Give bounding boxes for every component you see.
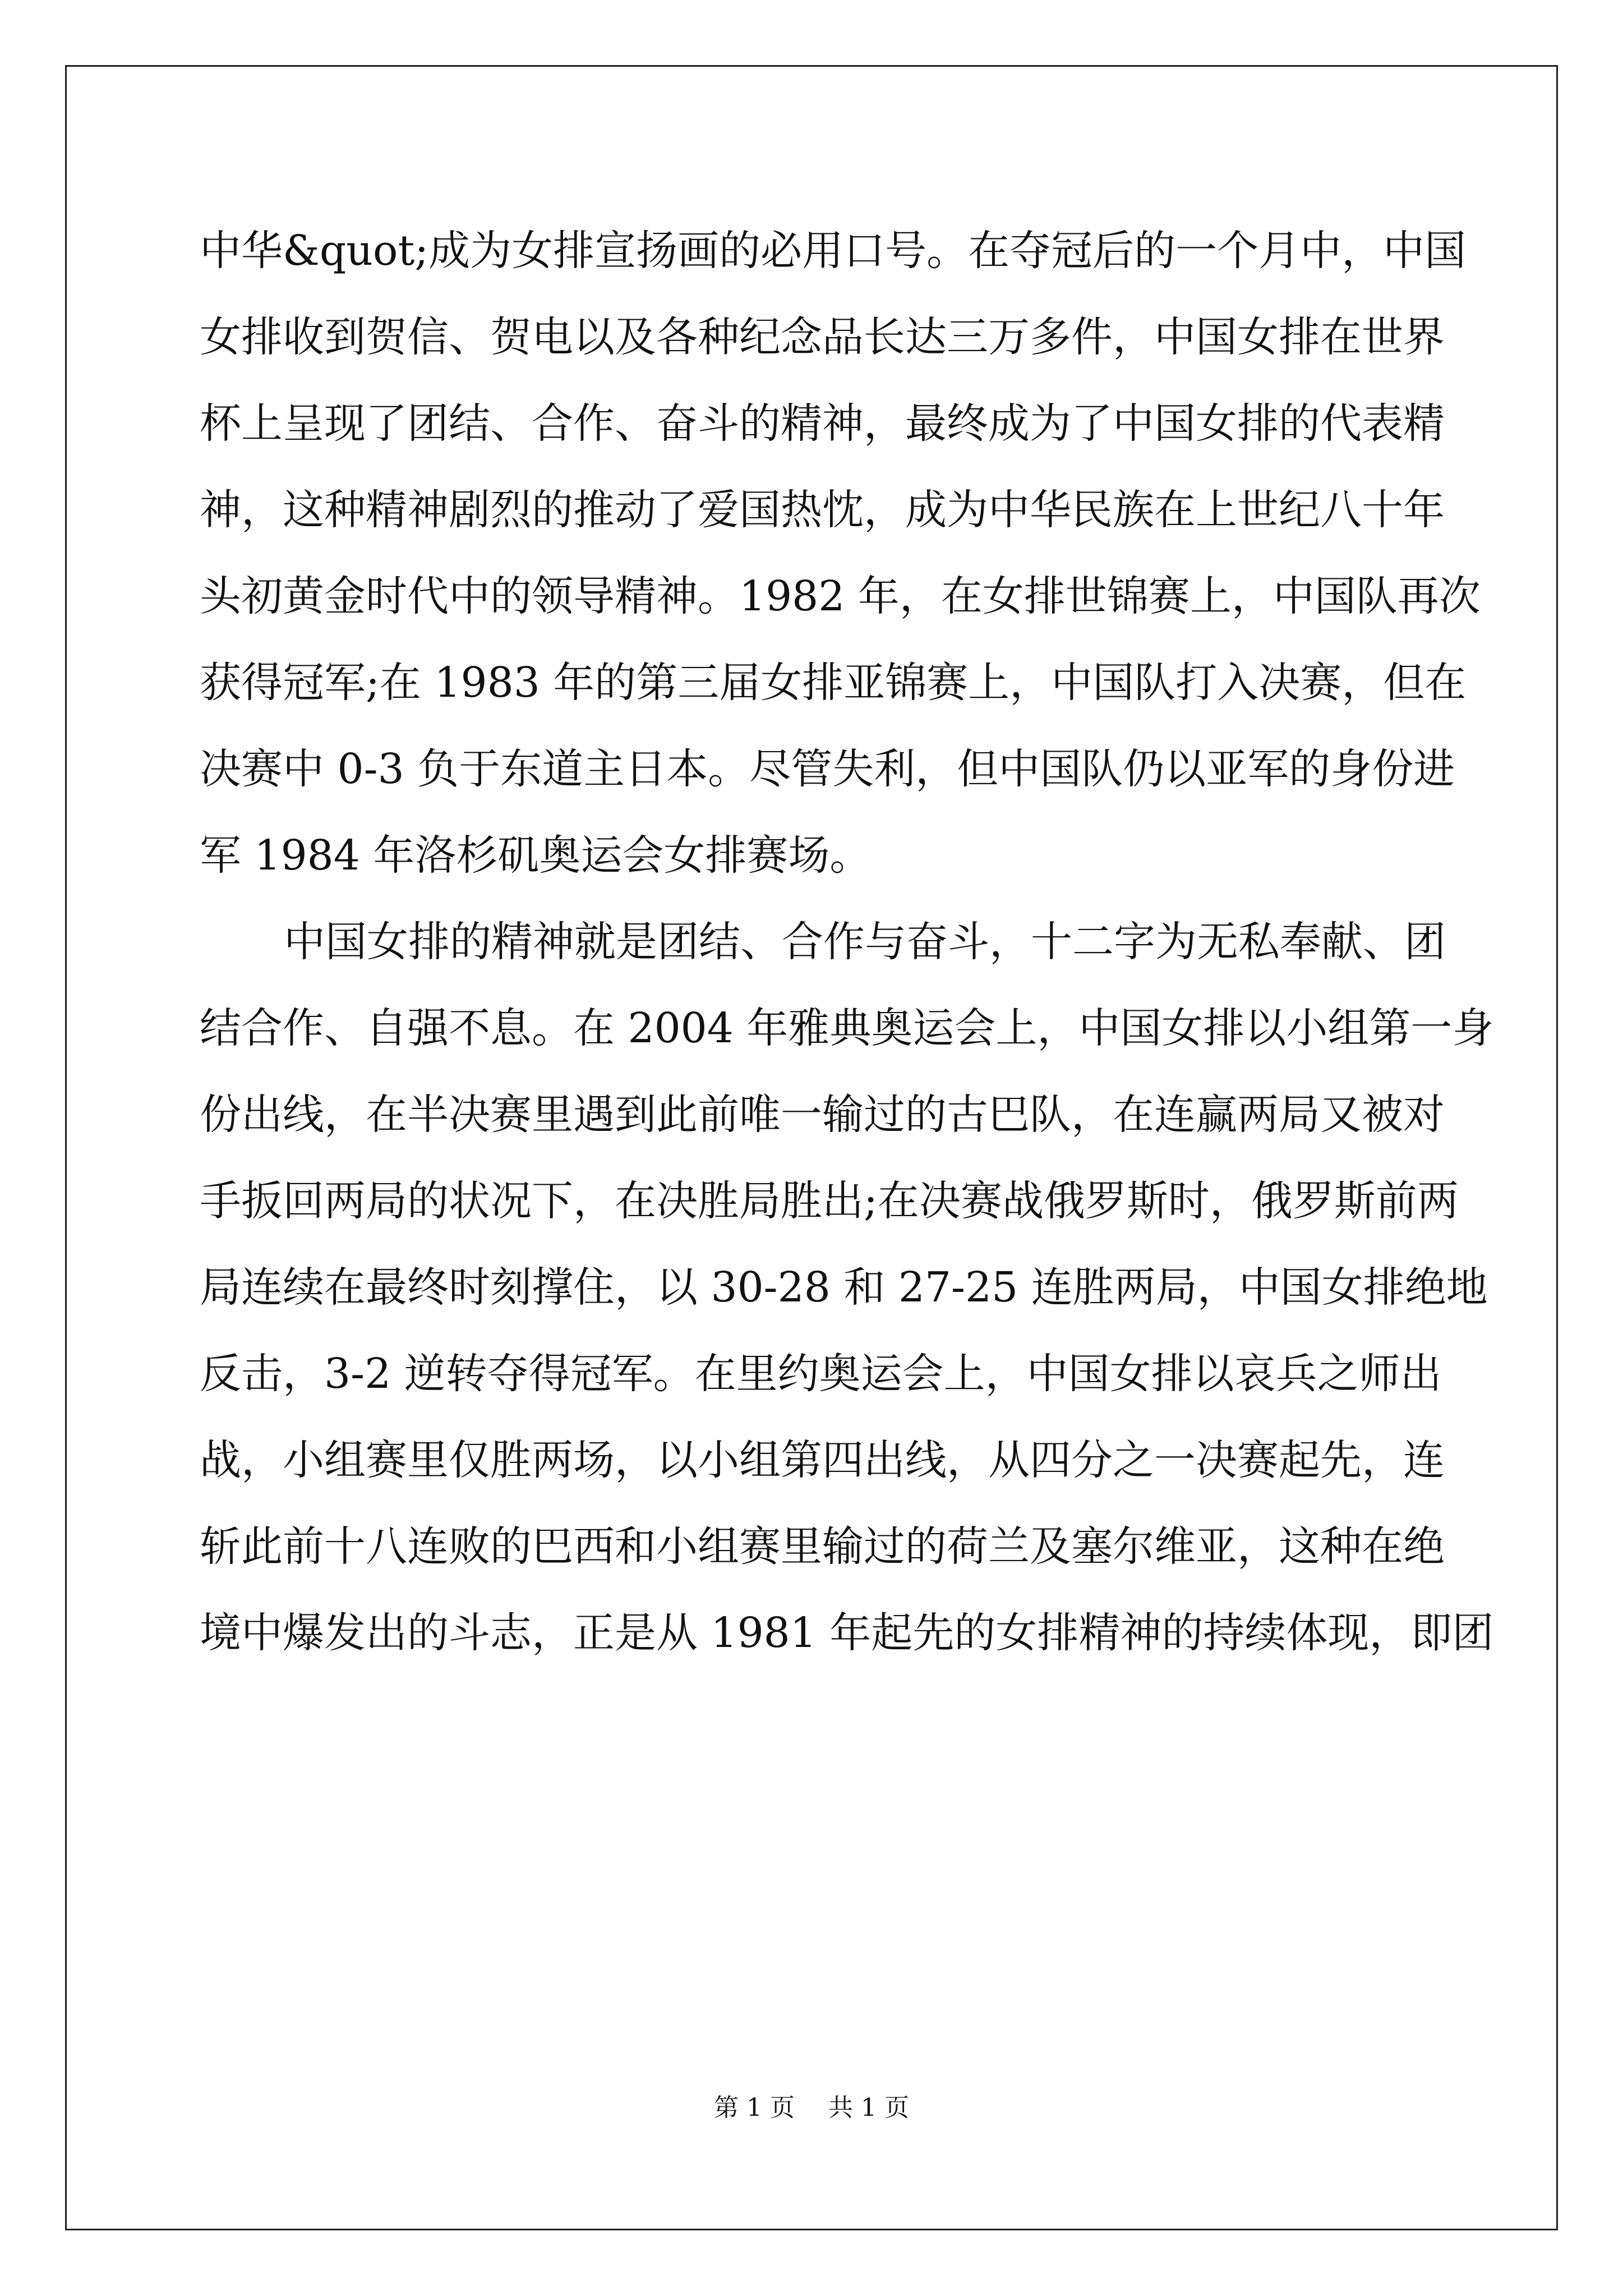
text-line: 中国女排的精神就是团结、合作与奋斗，十二字为无私奉献、团 [284, 918, 1446, 966]
text-line: 杯上呈现了团结、合作、奋斗的精神，最终成为了中国女排的代表精 [200, 399, 1445, 448]
text-line: 获得冠军;在 1983 年的第三届女排亚锦赛上，中国队打入决赛，但在 [200, 659, 1467, 707]
text-line: 反击，3-2 逆转夺得冠军。在里约奥运会上，中国女排以哀兵之师出 [200, 1350, 1442, 1398]
text-line: 女排收到贺信、贺电以及各种纪念品长达三万多件，中国女排在世界 [200, 313, 1445, 361]
text-line: 手扳回两局的状况下，在决胜局胜出;在决赛战俄罗斯时，俄罗斯前两 [200, 1177, 1459, 1225]
page-footer [0, 2091, 1623, 2125]
page-number-total: 共 1 页 [828, 2093, 909, 2122]
text-line: 头初黄金时代中的领导精神。1982 年，在女排世锦赛上，中国队再次 [200, 572, 1481, 620]
paragraph-2 [200, 899, 1494, 1676]
page-number-current: 第 1 页 [714, 2093, 795, 2122]
document-body [200, 208, 1494, 1676]
text-line: 局连续在最终时刻撑住，以 30-28 和 27-25 连胜两局，中国女排绝地 [200, 1263, 1488, 1312]
paragraph-1 [200, 208, 1481, 899]
text-line: 结合作、自强不息。在 2004 年雅典奥运会上，中国女排以小组第一身 [200, 1004, 1494, 1052]
text-line: 决赛中 0-3 负于东道主日本。尽管失利，但中国队仍以亚军的身份进 [200, 745, 1455, 793]
text-line: 境中爆发出的斗志，正是从 1981 年起先的女排精神的持续体现，即团 [200, 1609, 1494, 1657]
text-line: 战，小组赛里仅胜两场，以小组第四出线，从四分之一决赛起先，连 [200, 1436, 1445, 1484]
text-line: 军 1984 年洛杉矶奥运会女排赛场。 [200, 831, 872, 880]
text-line: 神，这种精神剧烈的推动了爱国热忱，成为中华民族在上世纪八十年 [200, 486, 1445, 534]
text-line: 份出线，在半决赛里遇到此前唯一输过的古巴队，在连赢两局又被对 [200, 1091, 1445, 1139]
text-line: 斩此前十八连败的巴西和小组赛里输过的荷兰及塞尔维亚，这种在绝 [200, 1522, 1445, 1571]
text-line: 中华&quot;成为女排宣扬画的必用口号。在夺冠后的一个月中，中国 [200, 227, 1467, 275]
